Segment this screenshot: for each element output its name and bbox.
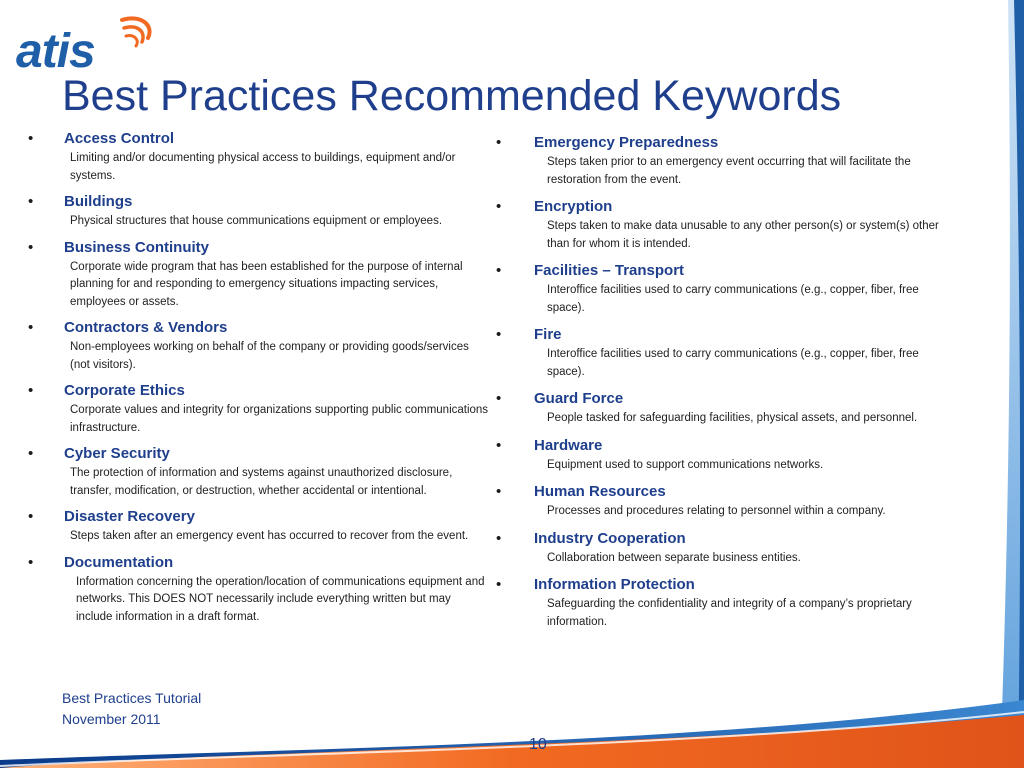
list-item	[496, 388, 956, 428]
bullet: •	[496, 576, 502, 593]
list-item	[496, 528, 956, 568]
footer	[62, 688, 201, 730]
keyword: Fire	[534, 326, 562, 343]
left-keyword-list	[28, 128, 490, 632]
keyword-description: People tasked for safeguarding facilities, physical assets, and personnel.	[547, 412, 918, 424]
keyword: Encryption	[534, 198, 613, 215]
list-item	[28, 237, 490, 312]
keyword-description: Safeguarding the confidentiality and integrity of a company’s proprietary information.	[547, 598, 912, 628]
keyword-description: Interoffice facilities used to carry communications (e.g., copper, fiber, free space).	[547, 284, 919, 314]
list-item	[28, 443, 490, 500]
keyword: Cyber Security	[64, 445, 170, 462]
bullet: •	[496, 198, 502, 215]
keyword-description: Corporate values and integrity for organizations supporting public communications infrastructure.	[70, 404, 489, 434]
slide-title: Best Practices Recommended Keywords	[62, 72, 842, 120]
list-item	[496, 196, 956, 253]
keyword: Human Resources	[534, 483, 666, 500]
list-item	[28, 506, 490, 546]
svg-text:atis: atis	[16, 25, 95, 76]
keyword: Industry Cooperation	[534, 529, 686, 547]
keyword-description: Steps taken to make data unusable to any other person(s) or system(s) other than for whom it is intended.	[547, 220, 939, 250]
keyword-description: Non-employees working on behalf of the company or providing goods/services (not visitors).	[70, 341, 469, 371]
bullet: •	[28, 130, 34, 147]
keyword: Documentation	[64, 553, 174, 571]
keyword-description: Limiting and/or documenting physical access to buildings, equipment and/or systems.	[70, 152, 456, 182]
list-item	[496, 435, 956, 475]
list-item	[496, 132, 956, 189]
keyword: Guard Force	[534, 390, 624, 407]
keyword: Business Continuity	[64, 238, 210, 256]
keyword: Hardware	[534, 436, 603, 454]
bullet: •	[28, 553, 34, 571]
keyword: Contractors & Vendors	[64, 319, 228, 336]
keyword-description: Steps taken prior to an emergency event occurring that will facilitate the restoration from the event.	[547, 156, 911, 186]
atis-logo	[14, 12, 156, 76]
list-item	[496, 260, 956, 317]
keyword-description: Interoffice facilities used to carry communications (e.g., copper, fiber, free space).	[547, 348, 919, 378]
list-item	[28, 552, 490, 627]
keyword-description: Steps taken after an emergency event has occurred to recover from the event.	[70, 530, 469, 542]
bullet: •	[496, 326, 502, 343]
bullet: •	[28, 238, 34, 256]
keyword-description: Physical structures that house communications equipment or employees.	[70, 215, 443, 227]
keyword-description: Corporate wide program that has been established for the purpose of internal planning for and responding to emergency situations impacting services, employees or assets.	[70, 260, 463, 308]
bullet: •	[28, 193, 34, 210]
footer-date: November 2011	[62, 711, 161, 727]
keyword: Buildings	[64, 193, 133, 210]
list-item	[496, 574, 956, 631]
bullet: •	[28, 508, 34, 525]
list-item	[496, 481, 956, 521]
list-item	[28, 380, 490, 437]
bullet: •	[28, 445, 34, 462]
bullet: •	[28, 382, 34, 399]
bullet: •	[496, 134, 502, 151]
bullet: •	[496, 483, 502, 500]
keyword-description: Collaboration between separate business entities.	[547, 551, 801, 564]
footer-title: Best Practices Tutorial	[62, 690, 202, 706]
list-item	[28, 128, 490, 185]
bullet: •	[496, 390, 502, 407]
logo-swirl-icon	[122, 18, 150, 46]
bullet: •	[28, 319, 34, 336]
keyword-description: The protection of information and systems against unauthorized disclosure, transfer, modification, or destruction, whether accidental or intentional.	[70, 467, 453, 497]
bullet: •	[496, 436, 502, 454]
keyword: Facilities – Transport	[534, 262, 685, 279]
list-item	[28, 317, 490, 374]
page-number: 10	[529, 736, 547, 753]
right-keyword-list	[496, 132, 956, 638]
keyword-description: Information concerning the operation/location of communications equipment and networks. This DOES NOT necessarily include everything written but may include information in a draft format.	[76, 575, 485, 623]
bullet: •	[496, 262, 502, 279]
keyword: Information Protection	[534, 576, 695, 593]
list-item	[496, 324, 956, 381]
keyword-description: Equipment used to support communications networks.	[547, 458, 824, 471]
keyword: Disaster Recovery	[64, 508, 195, 525]
list-item	[28, 191, 490, 231]
keyword-description: Processes and procedures relating to personnel within a company.	[547, 505, 886, 517]
keyword: Access Control	[64, 130, 175, 147]
bullet: •	[496, 529, 502, 547]
keyword: Corporate Ethics	[64, 382, 185, 399]
keyword: Emergency Preparedness	[534, 134, 719, 151]
